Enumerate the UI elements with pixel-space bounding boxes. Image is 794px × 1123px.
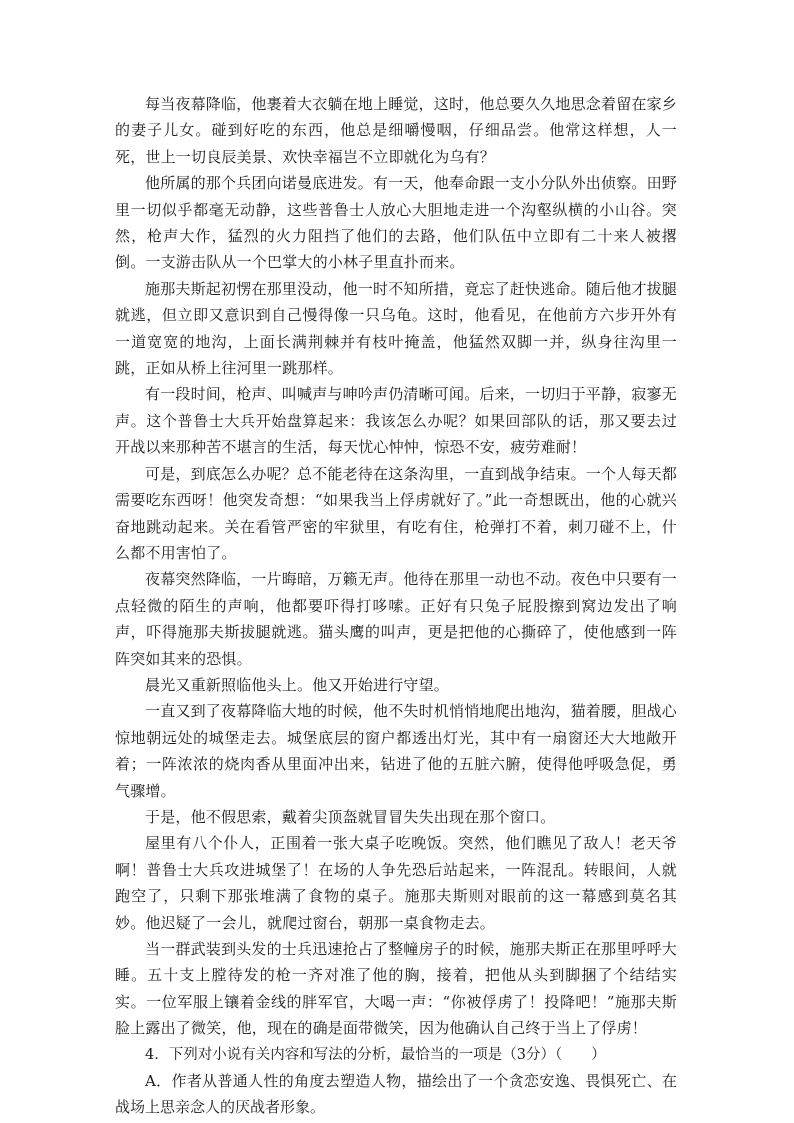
paragraph-5: 可是，到底怎么办呢？总不能老待在这条沟里，一直到战争结束。一个人每天都需要吃东西呀！他突发奇想：“如果我当上俘虏就好了。”此一奇想既出，他的心就兴奋地跳动起来。关在看管严密的牢狱里，有吃有住，枪弹打不着，刺刀碰不上，什么都不用害怕了。	[115, 464, 678, 562]
paragraph-6: 夜幕突然降临，一片晦暗，万籁无声。他待在那里一动也不动。夜色中只要有一点轻微的陌生的声响，他都要吓得打哆嗦。正好有只兔子屁股擦到窝边发出了响声，吓得施那夫斯拔腿就逃。猫头鹰的叫声，更是把他的心撕碎了，使他感到一阵阵突如其来的恐惧。	[115, 570, 678, 668]
paragraph-4: 有一段时间，枪声、叫喊声与呻吟声仍清晰可闻。后来，一切归于平静，寂寥无声。这个普鲁士大兵开始盘算起来：我该怎么办呢？如果回部队的话，那又要去过开战以来那种苦不堪言的生活，每天忧心忡忡，惊恐不安，疲劳难耐！	[115, 385, 678, 457]
passage-text	[115, 91, 677, 1121]
paragraph-10: 屋里有八个仆人，正围着一张大桌子吃晚饭。突然，他们瞧见了敌人！老天爷啊！普鲁士大兵攻进城堡了！在场的人争先恐后站起来，一阵混乱。转眼间，人就跑空了，只剩下那张堆满了食物的桌子。施那夫斯则对眼前的这一幕感到莫名其妙。他迟疑了一会儿，就爬过窗台，朝那一桌食物走去。	[115, 834, 677, 932]
paragraph-2: 他所属的那个兵团向诺曼底进发。有一天，他奉命跟一支小分队外出侦察。田野里一切似乎都毫无动静，这些普鲁士人放心大胆地走进一个沟壑纵横的小山谷。突然，枪声大作，猛烈的火力阻挡了他们的去路，他们队伍中立即有二十来人被撂倒。一支游击队从一个巴掌大的小林子里直扑而来。	[115, 174, 678, 272]
paragraph-11: 当一群武装到头发的士兵迅速抢占了整幢房子的时候，施那夫斯正在那里呼呼大睡。五十支上膛待发的枪一齐对准了他的胸，接着，把他从头到脚捆了个结结实实。一位军服上镶着金线的胖军官，大喝一声：“你被俘虏了！投降吧！”施那夫斯脸上露出了微笑，他，现在的确是面带微笑，因为他确认自己终于当上了俘虏！	[115, 940, 678, 1038]
paragraph-7: 晨光又重新照临他头上。他又开始进行守望。	[145, 675, 450, 694]
paragraph-9: 于是，他不假思索，戴着尖顶盔就冒冒失失出现在那个窗口。	[145, 807, 556, 826]
option-a: A．作者从普通人性的角度去塑造人物，描绘出了一个贪恋安逸、畏惧死亡、在战场上思亲念人的厌战者形象。	[115, 1072, 677, 1117]
question-stem: 4．下列对小说有关内容和写法的分析，最恰当的一项是（3分）（ ）	[145, 1046, 606, 1063]
paragraph-8: 一直又到了夜幕降临大地的时候，他不失时机悄悄地爬出地沟，猫着腰，胆战心惊地朝远处的城堡走去。城堡底层的窗户都透出灯光，其中有一扇窗还大大地敞开着；一阵浓浓的烧肉香从里面冲出来，钻进了他的五脏六腑，使得他呼吸急促，勇气骤增。	[115, 702, 678, 800]
paragraph-1: 每当夜幕降临，他裹着大衣躺在地上睡觉，这时，他总要久久地思念着留在家乡的妻子儿女。碰到好吃的东西，他总是细嚼慢咽，仔细品尝。他常这样想，人一死，世上一切良辰美景、欢快幸福岂不立即就化为乌有？	[115, 95, 678, 166]
paragraph-3: 施那夫斯起初愣在那里没动，他一时不知所措，竟忘了赶快逃命。随后他才拔腿就逃，但立即又意识到自己慢得像一只乌龟。这时，他看见，在他前方六步开外有一道宽宽的地沟，上面长满荆棘并有枝叶掩盖，他猛然双脚一并，纵身往沟里一跳，正如从桥上往河里一跳那样。	[115, 279, 678, 378]
